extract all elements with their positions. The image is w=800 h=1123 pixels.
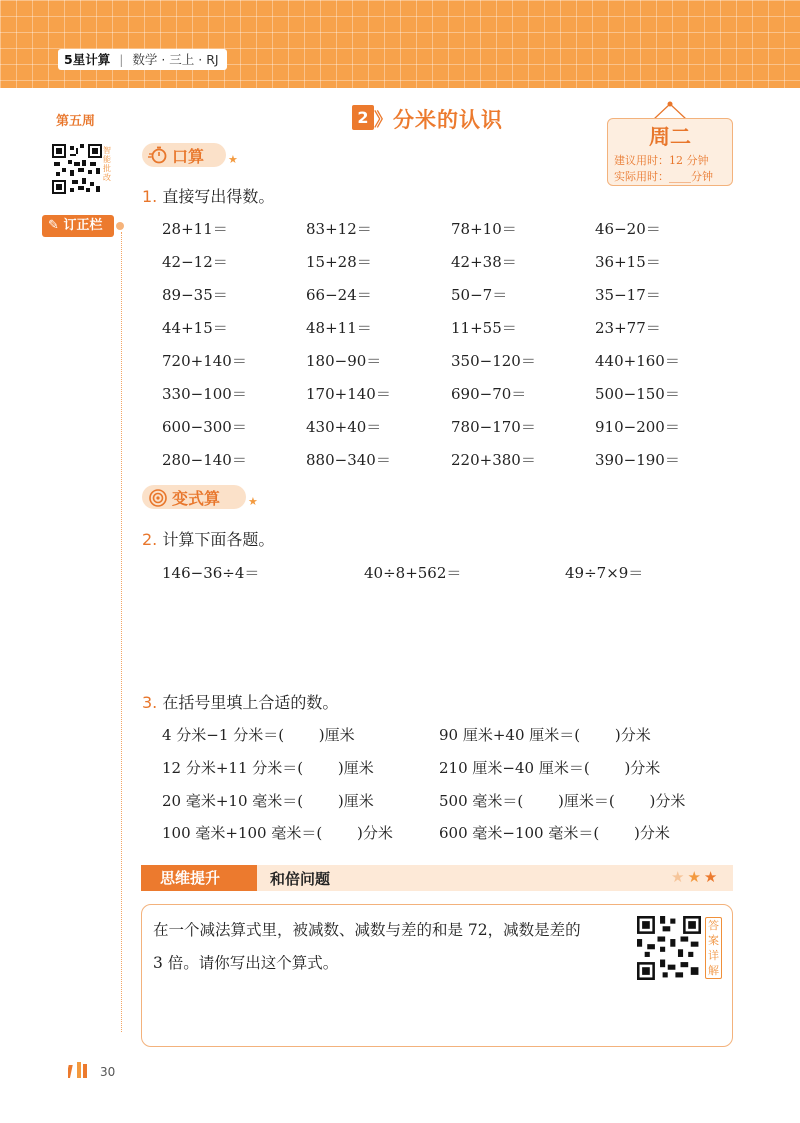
question-1-text: 直接写出得数。 [162, 187, 275, 206]
oral-problem: 430+40＝ [306, 418, 382, 436]
oral-problem: 350−120＝ [451, 352, 536, 370]
oral-problem: 78+10＝ [451, 220, 517, 238]
thinking-problem-line: 在一个减法算式里，被减数、减数与差的和是 72，减数是差的 [153, 921, 581, 939]
question-3-title [142, 690, 338, 713]
week-label: 第五周 [56, 114, 96, 129]
fill-blank-item[interactable]: 20 毫米+10 毫米＝( )厘米 [162, 792, 374, 810]
lesson-arrow-icon: 》 [374, 110, 392, 131]
oral-problem: 220+380＝ [451, 451, 536, 469]
lesson-number: 2 [352, 105, 374, 130]
oral-problem: 440+160＝ [595, 352, 680, 370]
course-label: 数学 · 三上 · RJ [132, 52, 219, 67]
calc-item: 146−36÷4＝ [162, 564, 260, 582]
oral-problem: 83+12＝ [306, 220, 372, 238]
oral-problem: 390−190＝ [595, 451, 680, 469]
correction-label: 订正栏 [63, 218, 103, 233]
fill-blank-item[interactable]: 500 毫米＝( )厘米＝( )分米 [439, 792, 686, 810]
suggested-time: 建议用时：12 分钟 [614, 154, 709, 167]
oral-problem: 36+15＝ [595, 253, 661, 271]
brand-separator: | [119, 52, 124, 67]
qr-code-icon [637, 916, 701, 980]
actual-time-field[interactable]: 实际用时：____分钟 [614, 170, 713, 183]
calc-item: 49÷7×9＝ [565, 564, 644, 582]
oral-problem: 44+15＝ [162, 319, 228, 337]
calc-item: 40÷8+562＝ [364, 564, 462, 582]
question-1-number: 1. [142, 187, 158, 206]
section-variant-label: 变式算 [172, 489, 221, 508]
day-card [607, 118, 733, 186]
target-icon [148, 488, 168, 508]
oral-problem: 15+28＝ [306, 253, 372, 271]
correction-column-tag [42, 215, 114, 237]
question-2-number: 2. [142, 530, 158, 549]
oral-problem: 690−70＝ [451, 385, 527, 403]
oral-problem: 500−150＝ [595, 385, 680, 403]
thinking-subtitle: 和倍问题 [270, 870, 331, 888]
qr-caption: 智能批改 [103, 146, 111, 182]
answer-explain-label: 答案详解 [705, 917, 722, 979]
thinking-problem-line: 3 倍。请你写出这个算式。 [153, 954, 339, 972]
oral-problem: 880−340＝ [306, 451, 391, 469]
fill-blank-item[interactable]: 600 毫米−100 毫米＝( )分米 [439, 824, 670, 842]
pencil-icon: ✎ [48, 218, 59, 233]
section-oral-header [142, 143, 242, 167]
qr-code-icon [52, 144, 102, 194]
difficulty-stars [671, 868, 720, 886]
page-number: 30 [100, 1065, 116, 1079]
thinking-tag: 思维提升 [141, 865, 257, 891]
question-2-text: 计算下面各题。 [162, 530, 275, 549]
question-3-text: 在括号里填上合适的数。 [162, 693, 339, 712]
fill-blank-item[interactable]: 100 毫米+100 毫米＝( )分米 [162, 824, 393, 842]
oral-problem: 35−17＝ [595, 286, 661, 304]
fill-blank-item[interactable]: 210 厘米−40 厘米＝( )分米 [439, 759, 661, 777]
star-icon: ★ [703, 868, 721, 886]
oral-problem: 720+140＝ [162, 352, 247, 370]
stopwatch-icon [148, 146, 168, 164]
day-title: 周二 [649, 125, 691, 149]
oral-problem: 180−90＝ [306, 352, 382, 370]
dotted-divider [121, 232, 122, 1032]
oral-problem: 330−100＝ [162, 385, 247, 403]
books-icon [68, 1059, 98, 1079]
oral-problem: 600−300＝ [162, 418, 247, 436]
fill-blank-item[interactable]: 4 分米−1 分米＝( )厘米 [162, 726, 355, 744]
section-variant-header [142, 485, 272, 509]
top-banner [0, 0, 800, 88]
star-icon: ★ [687, 868, 704, 886]
brand-label: 5星计算 [64, 52, 111, 67]
question-2-title [142, 527, 274, 550]
oral-problem: 910−200＝ [595, 418, 680, 436]
star-icon: ★ [228, 153, 238, 166]
star-icon: ★ [248, 495, 258, 508]
oral-problem: 28+11＝ [162, 220, 228, 238]
question-1-title [142, 184, 274, 207]
question-3-number: 3. [142, 693, 158, 712]
oral-problem: 66−24＝ [306, 286, 372, 304]
fill-blank-item[interactable]: 12 分米+11 分米＝( )厘米 [162, 759, 374, 777]
lesson-title: 分米的认识 [393, 108, 503, 132]
oral-problem: 280−140＝ [162, 451, 247, 469]
star-icon: ★ [671, 868, 688, 886]
oral-problem: 48+11＝ [306, 319, 372, 337]
oral-problem: 89−35＝ [162, 286, 228, 304]
oral-problem: 23+77＝ [595, 319, 661, 337]
oral-problem: 11+55＝ [451, 319, 517, 337]
tag-dot [116, 222, 124, 230]
section-oral-label: 口算 [172, 147, 205, 166]
oral-problem: 42+38＝ [451, 253, 517, 271]
fill-blank-item[interactable]: 90 厘米+40 厘米＝( )分米 [439, 726, 651, 744]
oral-problem: 46−20＝ [595, 220, 661, 238]
thinking-problem [153, 914, 633, 980]
oral-problem: 170+140＝ [306, 385, 391, 403]
oral-problem: 42−12＝ [162, 253, 228, 271]
oral-problem: 50−7＝ [451, 286, 508, 304]
oral-problem: 780−170＝ [451, 418, 536, 436]
series-tag [58, 49, 227, 70]
